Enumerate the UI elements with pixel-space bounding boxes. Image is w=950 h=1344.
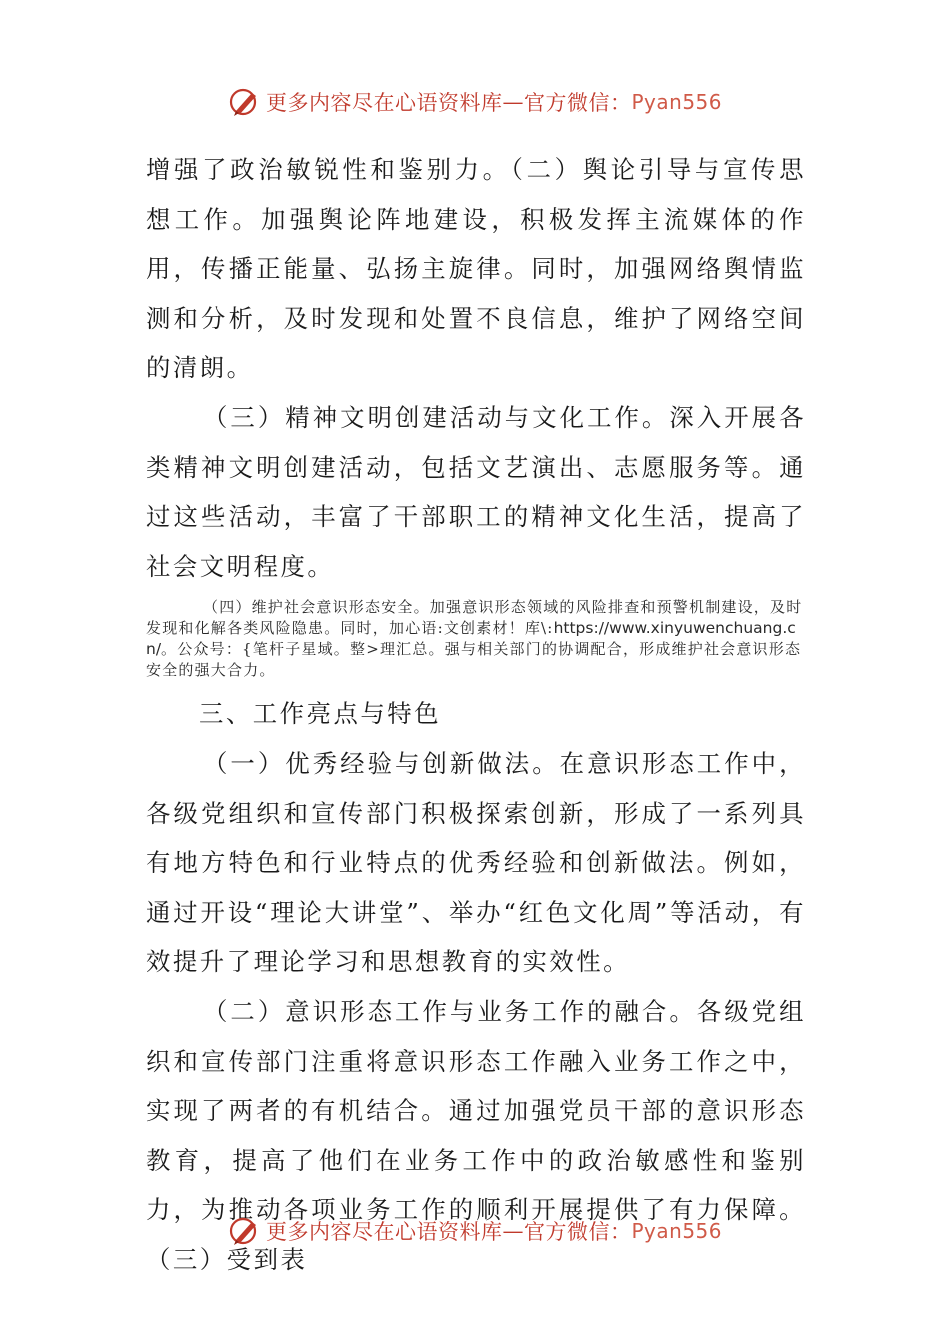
paragraph-2: （三）精神文明创建活动与文化工作。深入开展各类精神文明创建活动，包括文艺演出、志愿服务等。通过这些活动，丰富了干部职工的精神文化生活，提高了社会文明程度。 xyxy=(146,402,806,581)
paragraph-1: 增强了政治敏锐性和鉴别力。（二）舆论引导与宣传思想工作。加强舆论阵地建设，积极发挥主流媒体的作用，传播正能量、弘扬主旋律。同时，加强网络舆情监测和分析，及时发现和处置不良信息，维护了网络空间的清朗。 xyxy=(146,155,806,383)
paragraph-4: （一）优秀经验与创新做法。在意识形态工作中，各级党组织和宣传部门积极探索创新，形成了一系列具有地方特色和行业特点的优秀经验和创新做法。例如，通过开设“理论大讲堂”、举办“红色文化周”等活动，有效提升了理论学习和思想教育的实效性。 xyxy=(146,748,806,977)
paragraph-3-text-a: （四）维护社会意识形态安全。加强意识形态领域的风险排查和预警机制建设，及时发现和化解各类风险隐患。同时，加心语:文创素材！库\: xyxy=(146,598,803,638)
banner-title: 更多内容尽在心语资料库 xyxy=(265,91,503,115)
header-banner xyxy=(0,82,950,122)
banner-suffix: 官方微信： xyxy=(523,91,632,115)
banner-wechat-id: Pyan556 xyxy=(631,90,722,114)
paragraph-3-text-b: 。公众号：{笔杆子星域。整>理汇总。强与相关部门的协调配合，形成维护社会意识形态安全的强大合力。 xyxy=(146,640,802,680)
pen-nib-logo-icon xyxy=(228,1214,262,1248)
paragraph-3-url[interactable]: https://www.xinyuwenchuang.cn/ xyxy=(146,619,796,659)
paragraph-5: （二）意识形态工作与业务工作的融合。各级党组织和宣传部门注重将意识形态工作融入业务工作之中，实现了两者的有机结合。通过加强党员干部的意识形态教育，提高了他们在业务工作中的政治敏感性和鉴别力，为推动各项业务工作的顺利开展提供了有力保障。（三）受到表 xyxy=(146,996,806,1274)
footer-banner-title: 更多内容尽在心语资料库 xyxy=(265,1220,503,1244)
paragraph-3 xyxy=(146,597,806,681)
footer-banner-separator: — xyxy=(502,1219,524,1243)
footer-banner-wechat-id: Pyan556 xyxy=(631,1219,722,1243)
footer-banner xyxy=(0,1211,950,1251)
pen-nib-logo-icon xyxy=(228,85,262,119)
banner-separator: — xyxy=(502,90,524,114)
footer-banner-suffix: 官方微信： xyxy=(523,1220,632,1244)
document-body xyxy=(146,145,806,1284)
section-heading-3: 三、工作亮点与特色 xyxy=(199,699,442,729)
